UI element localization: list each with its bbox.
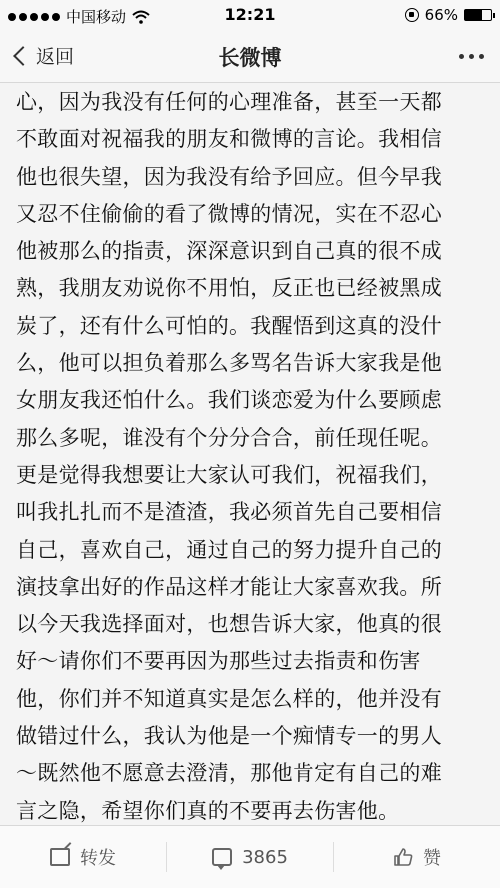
repost-label: 转发 [80,848,116,869]
article-line: 又忍不住偷偷的看了微博的情况，实在不忍心 [16,201,442,226]
like-label: 赞 [423,848,441,869]
like-button[interactable] [334,844,500,870]
article-line: 他，你们并不知道真实是怎么样的，他并没有 [16,686,442,711]
more-dot-icon [459,54,464,59]
article-body [16,84,486,830]
more-dot-icon [479,54,484,59]
chevron-left-icon [13,46,33,66]
article-line: 他被那么的指责，深深意识到自己真的很不成 [16,239,442,264]
thumbs-up-icon [393,848,413,866]
status-bar [0,0,500,30]
more-dot-icon [469,54,474,59]
battery-percent: 66% [424,6,458,24]
article-line: 么，他可以担负着那么多骂名告诉大家我是他 [16,351,442,376]
article-line: 好～请你们不要再因为那些过去指责和伤害 [16,649,421,674]
back-label: 返回 [36,46,75,68]
article-line: 做错过什么，我认为他是一个痴情专一的男人 [16,724,442,749]
article-line: 言之隐，希望你们真的不要再去伤害他。 [16,798,400,823]
article-line: 那么多呢，谁没有个分分合合，前任现任呢。 [16,425,442,450]
comment-count: 3865 [242,846,288,868]
clock: 12:21 [224,5,276,24]
article-line: 心，因为我没有任何的心理准备，甚至一天都 [16,90,442,114]
more-options-button[interactable] [459,54,484,59]
rotation-lock-icon [405,8,419,22]
navigation-bar [0,30,500,83]
article-line: 熟，我朋友劝说你不用怕，反正也已经被黑成 [16,276,442,301]
article-line: 更是觉得我想要让大家认可我们，祝福我们， [16,462,442,487]
comment-icon [212,848,232,866]
battery-icon [464,9,492,21]
article-line: 炭了，还有什么可怕的。我醒悟到这真的没什 [16,313,442,338]
article-line: 以今天我选择面对，也想告诉大家，他真的很 [16,612,442,637]
repost-icon [50,848,70,866]
article-line: 演技拿出好的作品这样才能让大家喜欢我。所 [16,574,442,599]
article-line: 女朋友我还怕什么。我们谈恋爱为什么要顾虑 [16,388,442,413]
back-button[interactable] [12,42,74,69]
article-line: 自己，喜欢自己，通过自己的努力提升自己的 [16,537,442,562]
article-line: 他也很失望，因为我没有给予回应。但今早我 [16,164,442,189]
page-title: 长微博 [218,46,282,70]
status-right [405,6,492,24]
action-bar [0,825,500,888]
repost-button[interactable] [0,844,166,870]
article-line: 不敢面对祝福我的朋友和微博的言论。我相信 [16,127,442,152]
comment-button[interactable] [167,847,333,868]
article-line: 叫我扎扎而不是渣渣，我必须首先自己要相信 [16,500,442,525]
article-line: ～既然他不愿意去澄清，那他肯定有自己的难 [16,761,442,786]
carrier-label: 中国移动 [66,8,127,26]
